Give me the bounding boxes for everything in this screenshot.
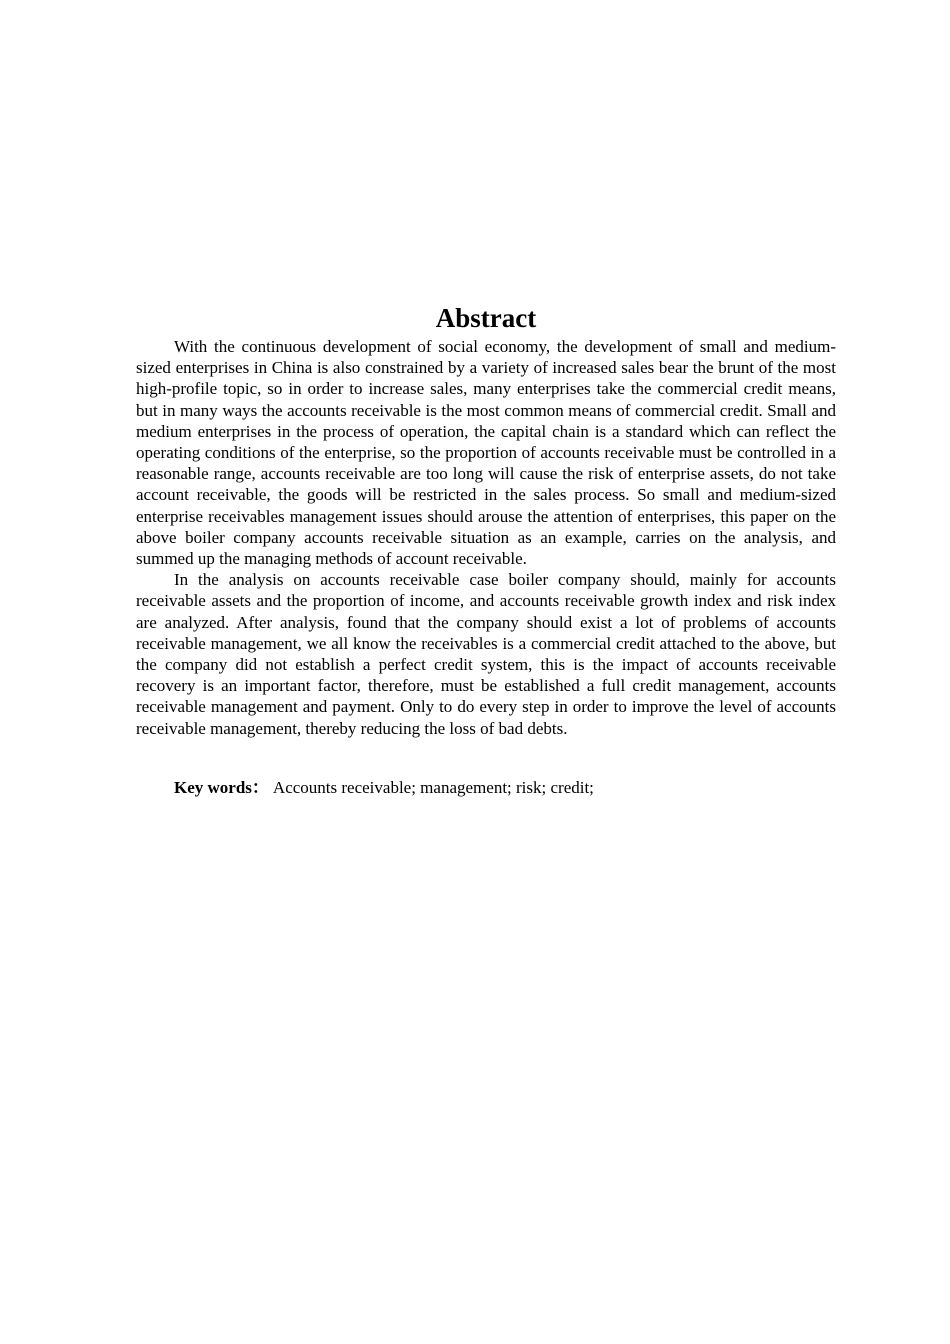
keywords-label: Key words — [174, 777, 252, 797]
abstract-page — [136, 300, 836, 798]
keywords-separator: ： — [251, 777, 269, 797]
page-title: Abstract — [435, 303, 537, 333]
keywords-value: Accounts receivable; management; risk; credit; — [272, 777, 594, 797]
abstract-paragraph-1: With the continuous development of social economy, the development of small and medium-sized enterprises in China is also constrained by a variety of increased sales bear the brunt of the most high-profile topic, so in order to increase sales, many enterprises take the commercial credit means, but in many ways the accounts receivable is the most common means of commercial credit. Small and medium enterprises in the process of operation, the capital chain is a standard which can reflect the operating conditions of the enterprise, so the proportion of accounts receivable must be controlled in a reasonable range, accounts receivable are too long will cause the risk of enterprise assets, do not take account receivable, the goods will be restricted in the sales process. So small and medium-sized enterprise receivables management issues should arouse the attention of enterprises, this paper on the above boiler company accounts receivable situation as an example, carries on the analysis, and summed up the managing methods of account receivable. — [136, 337, 836, 569]
keywords-line — [136, 777, 836, 798]
abstract-paragraph-2: In the analysis on accounts receivable case boiler company should, mainly for accounts receivable assets and the proportion of income, and accounts receivable growth index and risk index are analyzed. After analysis, found that the company should exist a lot of problems of accounts receivable management, we all know the receivables is a commercial credit attached to the above, but the company did not establish a perfect credit system, this is the impact of accounts receivable recovery is an important factor, therefore, must be established a full credit management, accounts receivable management and payment. Only to do every step in order to improve the level of accounts receivable management, thereby reducing the loss of bad debts. — [136, 570, 836, 738]
